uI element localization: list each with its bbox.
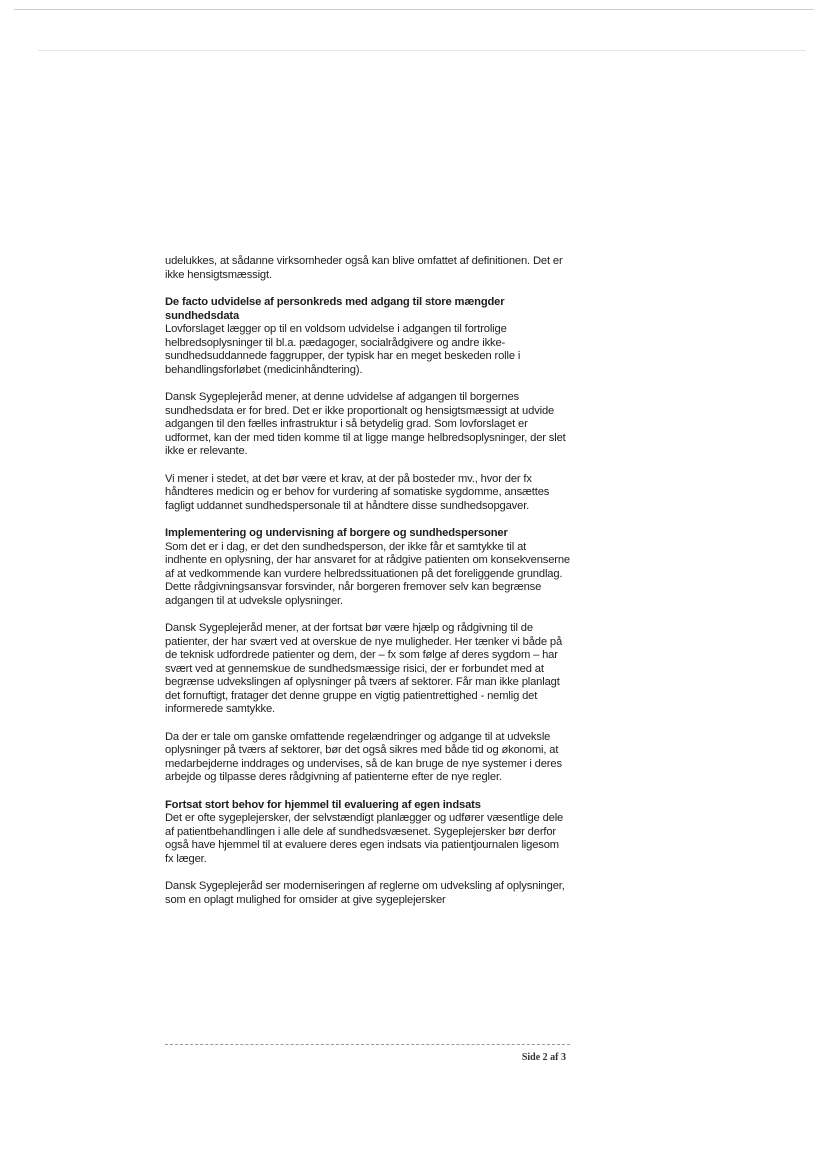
paragraph-text: Dansk Sygeplejeråd ser moderniseringen af reglerne om udveksling af oplysninger, som en oplagt mulighed for omsider at give sygeplejersker [165,880,565,906]
paragraph [165,391,570,459]
scan-top-edge [14,9,814,10]
paragraph [165,527,570,608]
paragraph-text: udelukkes, at sådanne virksomheder også kan blive omfattet af definitionen. Det er ikke hensigtsmæssigt. [165,255,563,281]
paragraph-text: Dansk Sygeplejeråd mener, at denne udvidelse af adgangen til borgernes sundhedsdata er for bred. Det er ikke proportionalt og hensigtsmæssigt at udvide adgangen til den fælles infrastruktur i så betydelig grad. Som lovforslaget er udformet, kan der med tiden komme til at ligge mange helbredsoplysninger, der slet ikke er relevante. [165,391,566,457]
paragraph [165,255,570,282]
paragraph-heading: Fortsat stort behov for hjemmel til evaluering af egen indsats [165,798,481,811]
paragraph [165,731,570,785]
scan-artifact-line [38,50,806,51]
paragraph-heading: Implementering og undervisning af borgere og sundhedspersoner [165,527,508,539]
letter-body [165,255,570,921]
footer-rule [165,1044,570,1045]
paragraph-heading: De facto udvidelse af personkreds med adgang til store mængder sundhedsdata [165,296,505,322]
paragraph-text: Dansk Sygeplejeråd mener, at der fortsat bør være hjælp og rådgivning til de patienter, der har svært ved at overskue de nye muligheder. Her tænker vi både på de teknisk udfordrede patienter og dem, der – fx som følge af deres sygdom – har svært ved at gennemskue de sundhedsmæssige risici, der er forbundet med at begrænse udvekslingen af oplysninger på tværs af sektorer. Får man ikke planlagt det fornuftigt, fratager det denne gruppe en vigtig patientrettighed - nemlig det informerede samtykke. [165,622,563,715]
paragraph [165,622,570,717]
paragraph-text: Da der er tale om ganske omfattende regelændringer og adgange til at udveksle oplysninger på tværs af sektorer, bør det også sikres med både tid og økonomi, at medarbejderne inddrages og undervises, så de kan bruge de nye systemer i deres arbejde og tilpasse deres rådgivning af patienterne efter de nye regler. [165,730,562,783]
paragraph-text: Lovforslaget lægger op til en voldsom udvidelse i adgangen til fortrolige helbredsoplysninger til bl.a. pædagoger, socialrådgivere og andre ikke-sundhedsuddannede faggrupper, der typisk har en meget beskeden rolle i behandlingsforløbet (medicinhåndtering). [165,323,521,376]
paragraph [165,880,570,907]
page-number: Side 2 af 3 [521,1052,566,1063]
paragraph-text: Det er ofte sygeplejersker, der selvstændigt planlægger og udfører væsentlige dele af patientbehandlingen i alle dele af sundhedsvæsenet. Sygeplejersker bør derfor også have hjemmel til at evaluere deres egen indsats via patientjournalen ligesom fx læger. [165,812,564,865]
paragraph [165,296,570,377]
paragraph-text: Vi mener i stedet, at det bør være et krav, at der på bosteder mv., hvor der fx håndteres medicin og er behov for vurdering af somatiske sygdomme, ansættes fagligt uddannet sundhedspersonale til at håndtere disse sundhedsopgaver. [165,472,550,512]
paragraph [165,799,570,867]
paragraph-text: Som det er i dag, er det den sundhedsperson, der ikke får et samtykke til at indhente en oplysning, der har ansvaret for at rådgive patienten om konsekvenserne af at vedkommende kan vurdere helbredssituationen på det foreliggende grundlag. Dette rådgivningsansvar forsvinder, når borgeren fremover selv kan begrænse adgangen til at udveksle oplysninger. [165,540,571,607]
paragraph [165,473,570,514]
